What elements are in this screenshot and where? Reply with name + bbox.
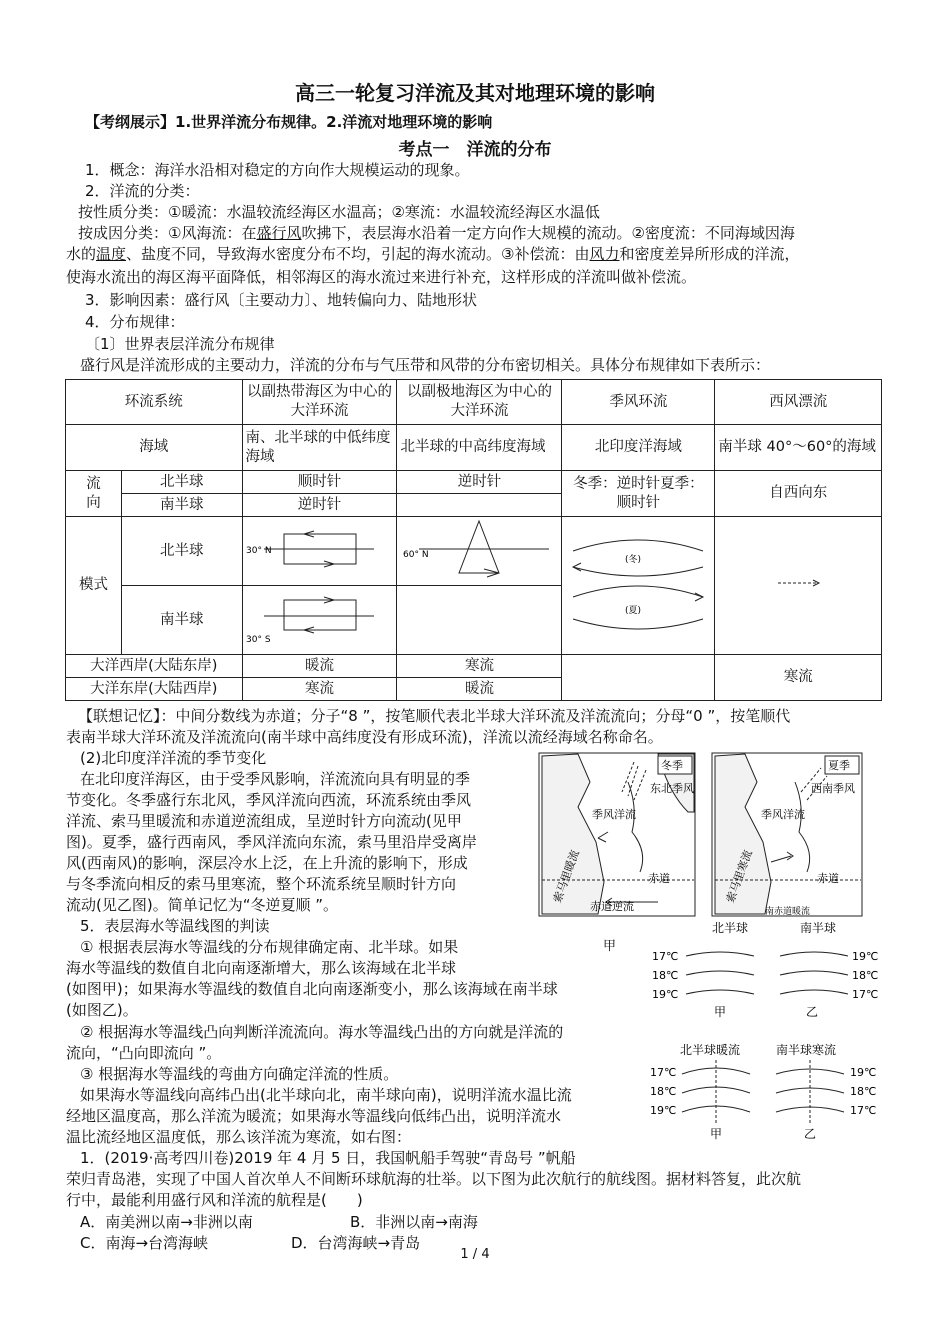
pattern: 4．分布规律： <box>85 313 185 331</box>
svg-text:甲: 甲 <box>714 1005 727 1018</box>
current-table <box>65 379 882 701</box>
indian-title: (2)北印度洋洋流的季节变化 <box>80 749 267 767</box>
by-cause-line3: 使海水流出的海区海平面降低，相邻海区的海水流过来进行补充，这样形成的洋流叫做补偿流。 <box>66 268 697 286</box>
pattern-1-desc: 盛行风是洋流形成的主要动力，洋流的分布与气压带和风带的分布密切相关。具体分布规律如下表所示： <box>80 356 771 374</box>
dir-n-subpolar: 逆时针 <box>397 471 562 494</box>
pattern-1: 〔1〕世界表层洋流分布规律 <box>85 335 275 353</box>
page-number: 1 / 4 <box>460 1247 490 1262</box>
svg-text:17℃: 17℃ <box>650 1066 677 1079</box>
row-dir: 流向 <box>66 471 122 517</box>
indian-1: 在北印度洋海区，由于受季风影响，洋流流向具有明显的季 <box>80 770 471 788</box>
svg-text:赤道: 赤道 <box>648 872 670 885</box>
indian-5: 风(西南风)的影响，深层冷水上泛，在上升流的影响下，形成 <box>66 854 468 872</box>
westwind-coast: 寒流 <box>715 655 882 701</box>
question-1-stem-b: 荣归青岛港，实现了中国人首次单人不间断环球航海的壮举。以下图为此次航行的航线图。据材料答复，此次航 <box>66 1170 802 1188</box>
indian-2: 节变化。冬季盛行东北风，季风洋流向西流，环流系统由季风 <box>66 791 472 809</box>
subtropical-south-diagram <box>244 586 394 648</box>
page-title: 高三一轮复习洋流及其对地理环境的影响 <box>295 81 655 105</box>
monsoon-diagram <box>563 523 713 643</box>
svg-text:东北季风: 东北季风 <box>650 782 694 795</box>
option-a[interactable]: A．南美洲以南→非洲以南 <box>80 1213 253 1231</box>
model-n-subtrop <box>242 517 397 586</box>
svg-text:(冬): (冬) <box>625 554 642 565</box>
dir-south: 南半球 <box>121 494 242 517</box>
svg-text:19℃: 19℃ <box>650 1104 677 1117</box>
indian-3: 洋流、索马里暖流和赤道逆流组成，呈逆时针方向流动(见甲 <box>66 812 462 830</box>
west-subpolar: 寒流 <box>397 655 562 678</box>
by-nature: 按性质分类：①暖流：水温较流经海区水温高；②寒流：水温较流经海区水温低 <box>78 203 600 221</box>
svg-text:冬季: 冬季 <box>661 759 683 772</box>
svg-text:季风洋流: 季风洋流 <box>592 808 636 821</box>
concept: 1．概念：海洋水沿相对稳定的方向作大规模运动的现象。 <box>85 161 470 179</box>
option-d[interactable]: D．台湾海峡→青岛 <box>291 1234 421 1252</box>
svg-text:南赤道暖流: 南赤道暖流 <box>765 907 811 917</box>
svg-text:(夏): (夏) <box>625 605 642 616</box>
area-monsoon: 北印度洋海域 <box>562 425 715 471</box>
svg-text:30° N: 30° N <box>246 546 273 556</box>
svg-text:19℃: 19℃ <box>850 1066 877 1079</box>
th-subpolar: 以副极地海区为中心的大洋环流 <box>397 380 562 425</box>
svg-text:30° S: 30° S <box>246 635 272 645</box>
model-s-subtrop <box>242 586 397 655</box>
memory-2: 表南半球大洋环流及洋流流向(南半球中高纬度没有形成环流)，洋流以流经海域名称命名。 <box>66 728 663 746</box>
westwind-arrow <box>768 577 828 589</box>
iso-1b: 海水等温线的数值自北向南逐渐增大，那么该海域在北半球 <box>66 959 457 977</box>
classify: 2．洋流的分类： <box>85 182 200 200</box>
iso-3c: 经地区温度高，那么洋流为暖流；如果海水等温线向低纬凸出，说明洋流水 <box>66 1107 562 1125</box>
svg-text:18℃: 18℃ <box>852 969 879 982</box>
svg-text:17℃: 17℃ <box>850 1104 877 1117</box>
iso-title: 5．表层海水等温线图的判读 <box>80 917 270 935</box>
isotherm-hemisphere-figure <box>650 918 890 1018</box>
iso-1c: (如图甲)；如果海水等温线的数值自北向南逐渐变小，那么该海域在南半球 <box>66 980 558 998</box>
svg-text:18℃: 18℃ <box>652 969 679 982</box>
row-model: 模式 <box>66 517 122 655</box>
svg-text:夏季: 夏季 <box>828 759 850 772</box>
row-east: 大洋东岸(大陆西岸) <box>66 678 243 701</box>
model-monsoon <box>562 517 715 655</box>
iso-2b: 流向，“凸向即流向 ”。 <box>66 1044 222 1062</box>
svg-text:西南季风: 西南季风 <box>811 782 855 795</box>
subpolar-north-diagram <box>399 517 559 579</box>
svg-text:北半球: 北半球 <box>712 921 749 935</box>
option-b[interactable]: B．非洲以南→南海 <box>350 1213 478 1231</box>
area-subtrop: 南、北半球的中低纬度海域 <box>242 425 397 471</box>
svg-text:甲: 甲 <box>710 1127 723 1140</box>
iso-3b: 如果海水等温线向高纬凸出(北半球向北，南半球向南)，说明洋流水温比流 <box>80 1086 572 1104</box>
svg-text:南半球: 南半球 <box>800 921 837 935</box>
svg-text:索马里寒流: 索马里寒流 <box>723 848 755 905</box>
row-west: 大洋西岸(大陆东岸) <box>66 655 243 678</box>
model-north: 北半球 <box>121 517 242 586</box>
model-n-subpolar <box>397 517 562 586</box>
svg-text:18℃: 18℃ <box>850 1085 877 1098</box>
dir-n-subtrop: 顺时针 <box>242 471 397 494</box>
svg-text:17℃: 17℃ <box>852 988 879 1001</box>
svg-text:乙: 乙 <box>806 1005 819 1018</box>
model-south: 南半球 <box>121 586 242 655</box>
area-subpolar: 北半球的中高纬度海域 <box>397 425 562 471</box>
iso-1a: ① 根据表层海水等温线的分布规律确定南、北半球。如果 <box>80 938 459 956</box>
iso-3a: ③ 根据海水等温线的弯曲方向确定洋流的性质。 <box>80 1065 399 1083</box>
svg-text:赤道逆流: 赤道逆流 <box>590 900 634 913</box>
svg-text:乙: 乙 <box>804 1127 817 1140</box>
factors: 3．影响因素：盛行风〔主要动力〕、地转偏向力、陆地形状 <box>85 291 478 309</box>
indian-7: 流动(见乙图)。简单记忆为“冬逆夏顺 ”。 <box>66 896 339 914</box>
dir-monsoon: 冬季：逆时针夏季：顺时针 <box>562 471 715 517</box>
option-c[interactable]: C．南海→台湾海峡 <box>80 1234 209 1252</box>
th-monsoon: 季风环流 <box>562 380 715 425</box>
svg-text:南半球寒流: 南半球寒流 <box>776 1043 837 1057</box>
question-1-stem-a: 1．(2019·高考四川卷)2019 年 4 月 5 日，我国帆船手驾驶“青岛号 ”帆船 <box>80 1149 576 1167</box>
area-westwind: 南半球 40°～60°的海域 <box>715 425 882 471</box>
svg-text:19℃: 19℃ <box>852 950 879 963</box>
model-westwind <box>715 517 882 655</box>
indian-summer-map <box>711 752 863 917</box>
iso-1d: (如图乙)。 <box>66 1001 138 1019</box>
subtropical-north-diagram <box>244 517 394 579</box>
svg-text:60° N: 60° N <box>403 550 429 560</box>
indian-4: 图)。夏季，盛行西南风，季风洋流向东流，索马里沿岸受离岸 <box>66 833 477 851</box>
east-subtrop: 寒流 <box>242 678 397 701</box>
svg-text:17℃: 17℃ <box>652 950 679 963</box>
iso-2a: ② 根据海水等温线凸向判断洋流流向。海水等温线凸出的方向就是洋流的 <box>80 1023 564 1041</box>
svg-text:18℃: 18℃ <box>650 1085 677 1098</box>
th-system: 环流系统 <box>66 380 243 425</box>
question-1-stem-c: 行中，最能利用盛行风和洋流的航程是( ) <box>66 1191 363 1209</box>
dir-north: 北半球 <box>121 471 242 494</box>
indian-winter-map <box>538 752 696 917</box>
iso-3d: 温比流经地区温度低，那么该洋流为寒流，如右图： <box>66 1128 412 1146</box>
svg-text:北半球暖流: 北半球暖流 <box>680 1043 741 1057</box>
section-heading: 考点一 洋流的分布 <box>398 140 552 160</box>
svg-text:赤道: 赤道 <box>817 872 839 885</box>
by-cause-line1: 按成因分类：①风海流：在盛行风吹拂下，表层海水沿着一定方向作大规模的流动。②密度流：不同海域因海 <box>78 224 795 242</box>
west-subtrop: 暖流 <box>242 655 397 678</box>
th-subtrop: 以副热带海区为中心的大洋环流 <box>242 380 397 425</box>
row-area: 海域 <box>66 425 243 471</box>
indian-6: 与冬季流向相反的索马里寒流，整个环流系统呈顺时针方向 <box>66 875 457 893</box>
dir-s-subtrop: 逆时针 <box>242 494 397 517</box>
syllabus: 【考纲展示】1.世界洋流分布规律。2.洋流对地理环境的影响 <box>85 113 493 131</box>
svg-text:19℃: 19℃ <box>652 988 679 1001</box>
east-subpolar: 暖流 <box>397 678 562 701</box>
dir-westwind: 自西向东 <box>715 471 882 517</box>
svg-text:季风洋流: 季风洋流 <box>761 808 805 821</box>
by-cause-line2: 水的温度、盐度不同，导致海水密度分布不均，引起的海水流动。③补偿流：由风力和密度差异所形成的洋流， <box>66 245 800 263</box>
svg-text:索马里暖流: 索马里暖流 <box>550 848 582 905</box>
isotherm-current-figure <box>646 1040 890 1140</box>
th-westwind: 西风漂流 <box>715 380 882 425</box>
indian-fig-label: 甲 <box>603 939 617 954</box>
memory-1: 【联想记忆】：中间分数线为赤道；分子“8 ”，按笔顺代表北半球大洋环流及洋流流向；分母“0 ”，按笔顺代 <box>78 707 791 725</box>
